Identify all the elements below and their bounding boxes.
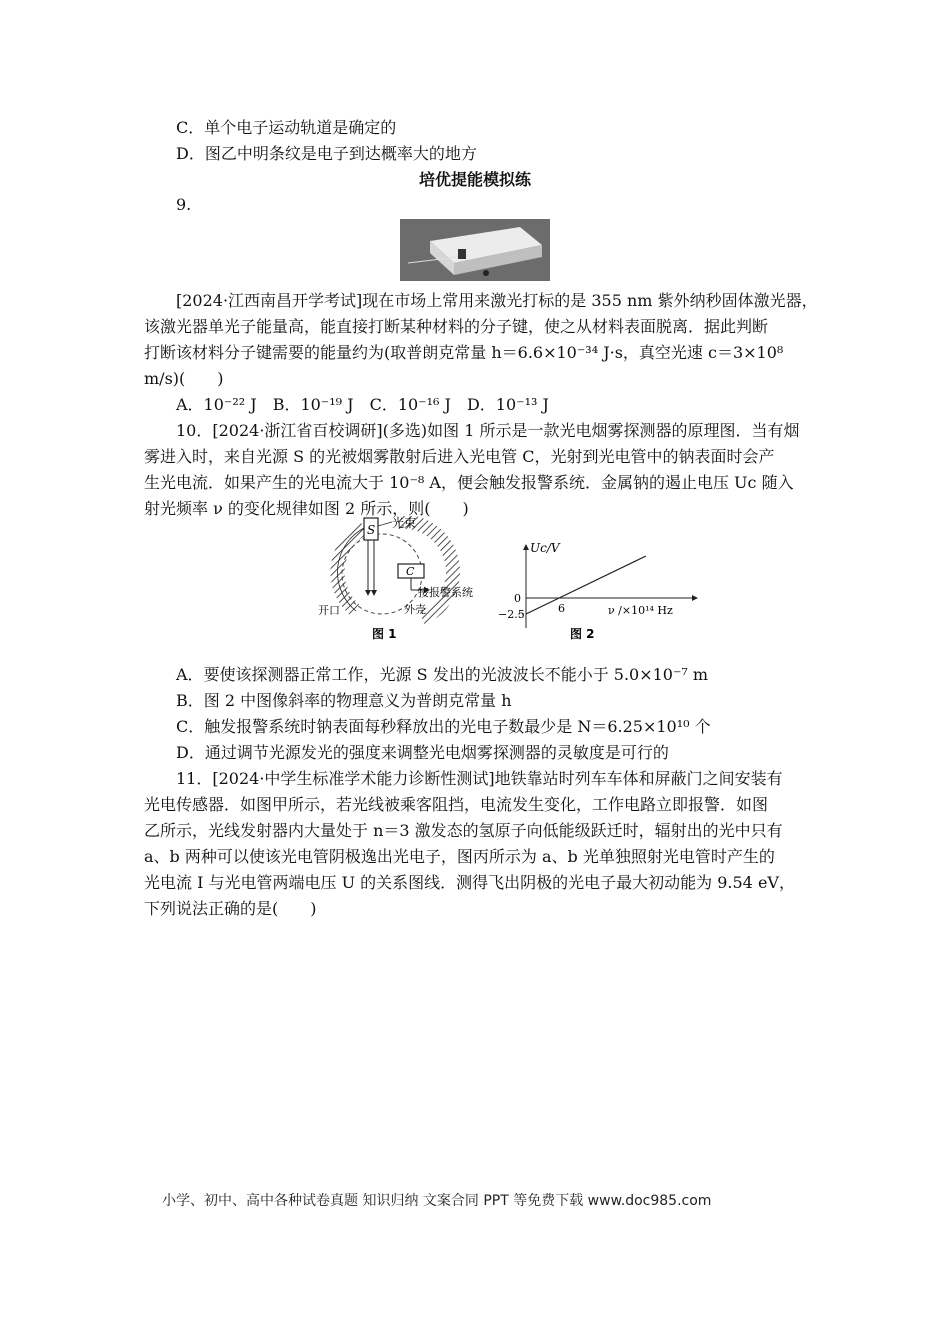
q11-line-1: 11．[2024·中学生标准学术能力诊断性测试]地铁靠站时列车车体和屏蔽门之间安装有 [176, 769, 783, 788]
q10-option-c: C．触发报警系统时钠表面每秒释放出的光电子数最少是 N＝6.25×10¹⁰ 个 [176, 717, 711, 736]
q11-line-2: 光电传感器．如图甲所示，若光线被乘客阻挡，电流发生变化，工作电路立即报警．如图 [144, 795, 769, 814]
q8-option-c: C．单个电子运动轨道是确定的 [176, 118, 397, 137]
figure-1-diagram [312, 516, 492, 646]
fig1-label-c: C [406, 565, 415, 578]
q9-line-3: 打断该材料分子键需要的能量约为(取普朗克常量 h＝6.6×10⁻³⁴ J·s，真空光速 c＝3×10⁸ [144, 343, 784, 362]
q9-line-4: m/s)( ) [144, 369, 224, 388]
figure-2-graph [496, 538, 706, 646]
fig1-label-alarm: 接报警系统 [418, 586, 473, 599]
section-title: 培优提能模拟练 [418, 170, 531, 189]
q9-line-1: [2024·江西南昌开学考试]现在市场上常用来激光打标的是 355 nm 紫外纳秒固体激光器， [176, 291, 818, 310]
q9-options: A．10⁻²² J B．10⁻¹⁹ J C．10⁻¹⁶ J D．10⁻¹³ J [176, 395, 549, 414]
laser-device-image [400, 219, 550, 281]
q10-option-a: A．要使该探测器正常工作，光源 S 发出的光波波长不能小于 5.0×10⁻⁷ m [176, 665, 709, 684]
fig1-label-shell: 外壳 [404, 603, 426, 616]
q11-line-5: 光电流 I 与光电管两端电压 U 的关系图线．测得飞出阴极的光电子最大初动能为 9.54 eV， [144, 873, 795, 892]
fig1-label-open: 开口 [318, 604, 340, 617]
q10-line-1: 10．[2024·浙江省百校调研](多选)如图 1 所示是一款光电烟雾探测器的原理图．当有烟 [176, 421, 800, 440]
q10-line-2: 雾进入时，来自光源 S 的光被烟雾散射后进入光电管 C，光射到光电管中的钠表面时会产 [144, 447, 775, 466]
fig1-label-s: S [367, 523, 376, 537]
fig2-caption: 图 2 [570, 627, 595, 641]
page-footer[interactable]: 小学、初中、高中各种试卷真题 知识归纳 文案合同 PPT 等免费下载 www.doc985.com [162, 1193, 712, 1209]
fig1-label-beam: 光束 [392, 516, 417, 530]
fig1-caption: 图 1 [372, 627, 397, 641]
fig2-origin: 0 [514, 592, 521, 605]
fig2-intercept: −2.5 [498, 608, 525, 621]
q11-line-4: a、b 两种可以使该光电管阴极逸出光电子，图丙所示为 a、b 光单独照射光电管时产生的 [144, 847, 775, 866]
q9-line-2: 该激光器单光子能量高，能直接打断某种材料的分子键，使之从材料表面脱离．据此判断 [144, 317, 769, 336]
q9-number: 9. [176, 195, 192, 214]
q10-line-3: 生光电流．如果产生的光电流大于 10⁻⁸ A，便会触发报警系统．金属钠的遏止电压 Uc 随入 [144, 473, 794, 492]
fig2-ylabel: Uc/V [530, 541, 560, 555]
q10-line-4: 射光频率 ν 的变化规律如图 2 所示，则( ) [144, 499, 469, 518]
fig2-xtick: 6 [558, 602, 565, 615]
q10-option-b: B．图 2 中图像斜率的物理意义为普朗克常量 h [176, 691, 512, 710]
q10-option-d: D．通过调节光源发光的强度来调整光电烟雾探测器的灵敏度是可行的 [176, 743, 669, 762]
q11-line-3: 乙所示，光线发射器内大量处于 n＝3 激发态的氢原子向低能级跃迁时，辐射出的光中只有 [144, 821, 783, 840]
fig2-xlabel: ν /×10¹⁴ Hz [608, 604, 673, 617]
q8-option-d: D．图乙中明条纹是电子到达概率大的地方 [176, 144, 477, 163]
q11-line-6: 下列说法正确的是( ) [144, 899, 317, 918]
